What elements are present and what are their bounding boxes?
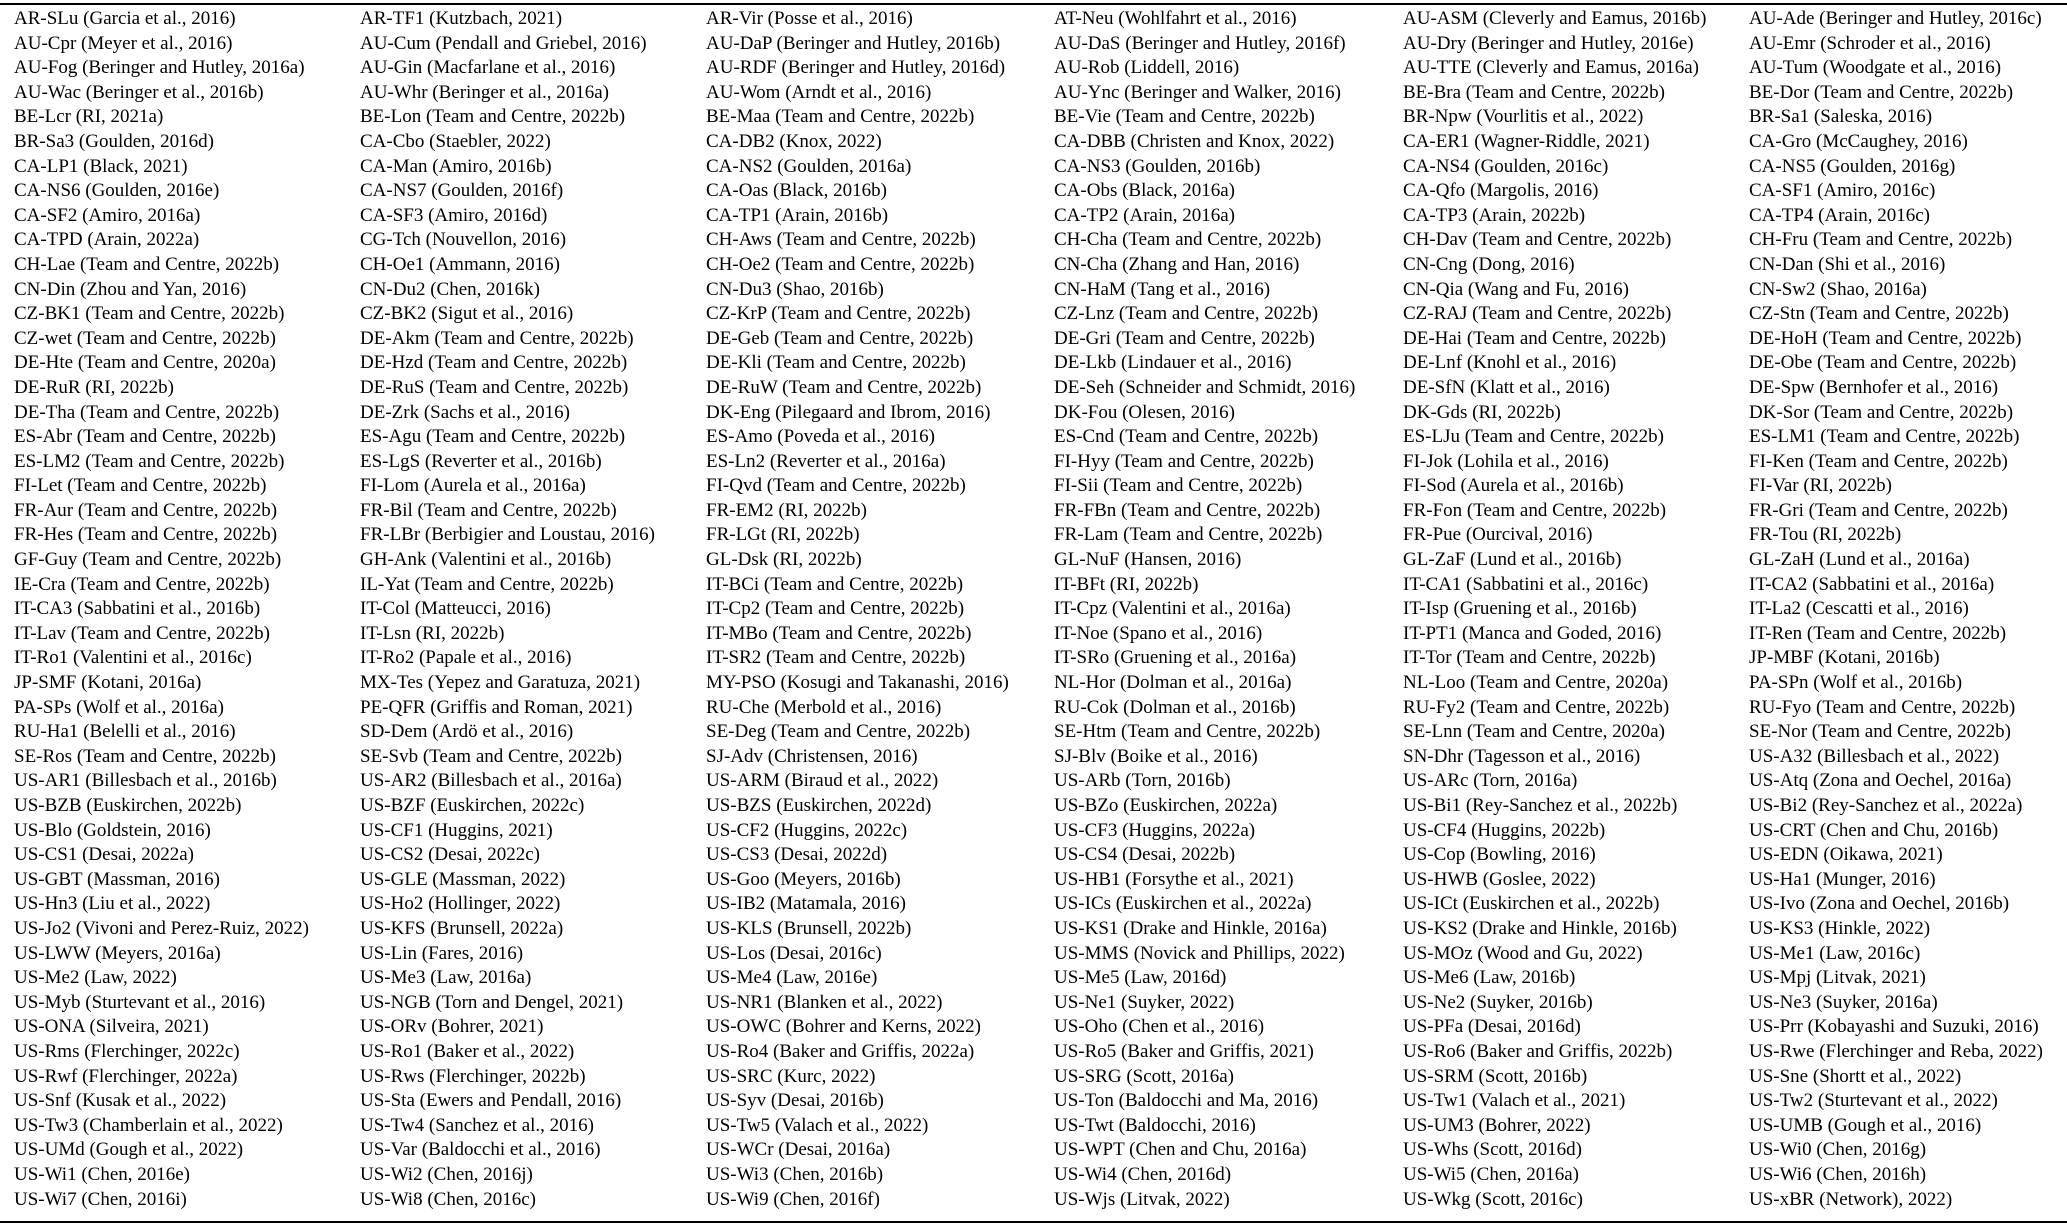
table-cell: US-SRC (Kurc, 2022) (706, 1065, 876, 1087)
table-cell: BE-Bra (Team and Centre, 2022b) (1403, 81, 1665, 103)
table-cell: CN-Qia (Wang and Fu, 2016) (1403, 278, 1629, 300)
table-cell: BR-Sa3 (Goulden, 2016d) (14, 130, 215, 152)
table-cell: US-BZF (Euskirchen, 2022c) (360, 795, 585, 816)
table-cell: AU-Tum (Woodgate et al., 2016) (1749, 57, 2002, 79)
table-cell: CA-NS7 (Goulden, 2016f) (360, 180, 564, 202)
table-cell: US-Ro6 (Baker and Griffis, 2022b) (1403, 1040, 1673, 1062)
table-cell: FR-FBn (Team and Centre, 2022b) (1054, 499, 1321, 521)
table-cell: CH-Oe1 (Ammann, 2016) (360, 253, 560, 275)
table-cell: US-Wi7 (Chen, 2016i) (14, 1188, 187, 1210)
table-cell: US-KS2 (Drake and Hinkle, 2016b) (1403, 917, 1677, 939)
table-cell: CA-Obs (Black, 2016a) (1054, 180, 1235, 202)
table-cell: CA-DBB (Christen and Knox, 2022) (1054, 130, 1335, 152)
table-cell: AU-Fog (Beringer and Hutley, 2016a) (14, 57, 305, 79)
table-cell: US-Oho (Chen et al., 2016) (1054, 1016, 1265, 1038)
table-cell: US-KFS (Brunsell, 2022a) (360, 917, 564, 939)
table-top-rule (0, 3, 2067, 5)
table-cell: US-ONA (Silveira, 2021) (14, 1016, 209, 1038)
table-cell: GL-ZaF (Lund et al., 2016b) (1403, 549, 1622, 571)
table-cell: US-GBT (Massman, 2016) (14, 868, 221, 890)
table-cell: US-CF3 (Huggins, 2022a) (1054, 819, 1256, 841)
table-cell: AU-Cum (Pendall and Griebel, 2016) (360, 32, 647, 54)
table-cell: US-Mpj (Litvak, 2021) (1749, 967, 1926, 989)
table-cell: US-Ne2 (Suyker, 2016b) (1403, 991, 1593, 1013)
table-cell: US-SRM (Scott, 2016b) (1403, 1065, 1588, 1087)
table-cell: AR-TF1 (Kutzbach, 2021) (360, 8, 563, 29)
table-cell: BE-Maa (Team and Centre, 2022b) (706, 106, 975, 128)
table-cell: SN-Dhr (Tagesson et al., 2016) (1403, 745, 1641, 767)
table-cell: SE-Nor (Team and Centre, 2022b) (1749, 721, 2011, 743)
table-cell: NL-Hor (Dolman et al., 2016a) (1054, 672, 1292, 694)
table-cell: FR-Tou (RI, 2022b) (1749, 524, 1902, 546)
table-cell: US-Me2 (Law, 2022) (14, 967, 177, 989)
table-cell: US-Ro5 (Baker and Griffis, 2021) (1054, 1040, 1314, 1062)
table-cell: FR-Bil (Team and Centre, 2022b) (360, 499, 617, 521)
table-cell: US-ARc (Torn, 2016a) (1403, 770, 1578, 792)
table-cell: US-xBR (Network), 2022) (1749, 1188, 1953, 1210)
table-cell: US-Ton (Baldocchi and Ma, 2016) (1054, 1090, 1319, 1112)
table-cell: CZ-Stn (Team and Centre, 2022b) (1749, 303, 2009, 325)
table-cell: US-Ne1 (Suyker, 2022) (1054, 991, 1235, 1013)
table-cell: AU-TTE (Cleverly and Eamus, 2016a) (1403, 57, 1699, 79)
table-cell: GL-ZaH (Lund et al., 2016a) (1749, 549, 1970, 571)
table-cell: US-ARM (Biraud et al., 2022) (706, 770, 939, 792)
table-cell: CA-SF2 (Amiro, 2016a) (14, 204, 201, 226)
table-cell: US-CS2 (Desai, 2022c) (360, 844, 540, 866)
table-cell: AR-Vir (Posse et al., 2016) (706, 8, 913, 29)
table-cell: FR-Gri (Team and Centre, 2022b) (1749, 499, 2008, 521)
table-cell: US-Los (Desai, 2016c) (706, 942, 882, 964)
table-cell: PE-QFR (Griffis and Roman, 2021) (360, 696, 633, 718)
table-cell: DE-Seh (Schneider and Schmidt, 2016) (1054, 376, 1356, 398)
table-cell: CA-DB2 (Knox, 2022) (706, 130, 882, 152)
table-cell: CN-Du3 (Shao, 2016b) (706, 278, 884, 300)
table-cell: US-Wi8 (Chen, 2016c) (360, 1188, 537, 1210)
table-cell: US-MMS (Novick and Phillips, 2022) (1054, 942, 1345, 964)
table-cell: FI-Lom (Aurela et al., 2016a) (360, 475, 586, 497)
table-cell: US-MOz (Wood and Gu, 2022) (1403, 942, 1643, 964)
table-cell: US-Me5 (Law, 2016d) (1054, 967, 1227, 989)
table-cell: US-Syv (Desai, 2016b) (706, 1090, 884, 1112)
table-cell: ES-LJu (Team and Centre, 2022b) (1403, 426, 1664, 448)
table-cell: CZ-RAJ (Team and Centre, 2022b) (1403, 303, 1672, 325)
table-cell: JP-MBF (Kotani, 2016b) (1749, 647, 1940, 669)
table-cell: IT-Tor (Team and Centre, 2022b) (1403, 647, 1656, 669)
table-cell: DE-RuR (RI, 2022b) (14, 376, 174, 398)
table-cell: SE-Lnn (Team and Centre, 2020a) (1403, 721, 1665, 743)
table-cell: US-Bi1 (Rey-Sanchez et al., 2022b) (1403, 795, 1678, 816)
table-cell: US-Wkg (Scott, 2016c) (1403, 1188, 1583, 1210)
table-cell: SJ-Blv (Boike et al., 2016) (1054, 745, 1258, 767)
table-cell: US-Cop (Bowling, 2016) (1403, 844, 1596, 866)
table-cell: US-Snf (Kusak et al., 2022) (14, 1090, 227, 1112)
table-cell: FI-Sod (Aurela et al., 2016b) (1403, 475, 1624, 497)
table-cell: IT-Cp2 (Team and Centre, 2022b) (706, 598, 965, 620)
table-cell: IT-CA1 (Sabbatini et al., 2016c) (1403, 573, 1649, 595)
table-cell: US-Me4 (Law, 2016e) (706, 967, 878, 989)
table-cell: BE-Dor (Team and Centre, 2022b) (1749, 81, 2014, 103)
table-cell: IT-Ren (Team and Centre, 2022b) (1749, 622, 2007, 644)
table-cell: US-CS1 (Desai, 2022a) (14, 844, 194, 866)
table-cell: CA-Qfo (Margolis, 2016) (1403, 180, 1599, 202)
table-cell: US-Wi5 (Chen, 2016a) (1403, 1163, 1580, 1185)
table-cell: MX-Tes (Yepez and Garatuza, 2021) (360, 672, 641, 694)
table-cell: CA-SF3 (Amiro, 2016d) (360, 204, 548, 226)
table-cell: CA-SF1 (Amiro, 2016c) (1749, 180, 1936, 202)
table-cell: AU-Emr (Schroder et al., 2016) (1749, 32, 1991, 54)
table-cell: US-CF4 (Huggins, 2022b) (1403, 819, 1606, 841)
table-cell: US-CRT (Chen and Chu, 2016b) (1749, 819, 1999, 841)
table-cell: IT-BFt (RI, 2022b) (1054, 573, 1199, 595)
table-cell: FR-Hes (Team and Centre, 2022b) (14, 524, 278, 546)
table-cell: US-BZB (Euskirchen, 2022b) (14, 795, 242, 816)
table-cell: IT-Cpz (Valentini et al., 2016a) (1054, 598, 1291, 620)
table-cell: CN-Dan (Shi et al., 2016) (1749, 253, 1946, 275)
table-cell: BE-Lon (Team and Centre, 2022b) (360, 106, 626, 128)
table-cell: US-Me1 (Law, 2016c) (1749, 942, 1921, 964)
table-cell: CA-NS4 (Goulden, 2016c) (1403, 155, 1609, 177)
table-cell: AT-Neu (Wohlfahrt et al., 2016) (1054, 8, 1297, 29)
table-cell: CZ-BK1 (Team and Centre, 2022b) (14, 303, 285, 325)
table-cell: ES-Cnd (Team and Centre, 2022b) (1054, 426, 1319, 448)
site-citation-table (14, 7, 2067, 1219)
table-cell: AU-Gin (Macfarlane et al., 2016) (360, 57, 616, 79)
table-cell: IL-Yat (Team and Centre, 2022b) (360, 573, 614, 595)
table-cell: US-IB2 (Matamala, 2016) (706, 893, 906, 915)
table-cell: DE-Tha (Team and Centre, 2022b) (14, 401, 280, 423)
table-cell: US-KS3 (Hinkle, 2022) (1749, 917, 1931, 939)
table-cell: US-KS1 (Drake and Hinkle, 2016a) (1054, 917, 1327, 939)
table-cell: US-Ho2 (Hollinger, 2022) (360, 893, 561, 915)
table-cell: US-ARb (Torn, 2016b) (1054, 770, 1231, 792)
table-cell: BR-Npw (Vourlitis et al., 2022) (1403, 106, 1644, 128)
table-cell: PA-SPn (Wolf et al., 2016b) (1749, 672, 1963, 694)
table-cell: FI-Var (RI, 2022b) (1749, 475, 1893, 497)
table-cell: ES-LgS (Reverter et al., 2016b) (360, 450, 602, 472)
table-cell: US-WCr (Desai, 2016a) (706, 1139, 891, 1161)
table-cell: AU-ASM (Cleverly and Eamus, 2016b) (1403, 8, 1707, 29)
table-cell: AU-DaP (Beringer and Hutley, 2016b) (706, 32, 1001, 54)
table-cell: US-Tw2 (Sturtevant et al., 2022) (1749, 1090, 1998, 1112)
table-cell: CG-Tch (Nouvellon, 2016) (360, 229, 567, 251)
table-cell: US-Atq (Zona and Oechel, 2016a) (1749, 770, 2012, 792)
table-cell: CA-NS5 (Goulden, 2016g) (1749, 155, 1956, 177)
table-cell: CN-Sw2 (Shao, 2016a) (1749, 278, 1927, 300)
table-cell: US-HB1 (Forsythe et al., 2021) (1054, 868, 1294, 890)
table-cell: US-Sne (Shortt et al., 2022) (1749, 1065, 1962, 1087)
table-cell: US-Var (Baldocchi et al., 2016) (360, 1139, 601, 1161)
table-cell: US-CF1 (Huggins, 2021) (360, 819, 553, 841)
table-cell: DK-Gds (RI, 2022b) (1403, 401, 1561, 423)
table-cell: CA-TP3 (Arain, 2022b) (1403, 204, 1586, 226)
table-cell: GH-Ank (Valentini et al., 2016b) (360, 549, 612, 571)
table-cell: IT-CA2 (Sabbatini et al., 2016a) (1749, 573, 1995, 595)
table-cell: IT-SRo (Gruening et al., 2016a) (1054, 647, 1297, 669)
table-cell: CN-Din (Zhou and Yan, 2016) (14, 278, 247, 300)
table-cell: CA-LP1 (Black, 2021) (14, 155, 188, 177)
table-cell: GL-NuF (Hansen, 2016) (1054, 549, 1242, 571)
table-cell: US-Ro4 (Baker and Griffis, 2022a) (706, 1040, 975, 1062)
table-cell: US-Tw3 (Chamberlain et al., 2022) (14, 1114, 283, 1136)
table-cell: US-Wi3 (Chen, 2016b) (706, 1163, 884, 1185)
table-cell: JP-SMF (Kotani, 2016a) (14, 672, 202, 694)
table-cell: AU-Wac (Beringer et al., 2016b) (14, 81, 264, 103)
table-cell: BE-Lcr (RI, 2021a) (14, 106, 164, 128)
table-cell: US-Wi0 (Chen, 2016g) (1749, 1139, 1927, 1161)
table-cell: DE-RuW (Team and Centre, 2022b) (706, 376, 982, 398)
table-cell: AU-RDF (Beringer and Hutley, 2016d) (706, 57, 1006, 79)
table-cell: AU-Dry (Beringer and Hutley, 2016e) (1403, 32, 1694, 54)
table-cell: US-Blo (Goldstein, 2016) (14, 819, 211, 841)
table-cell: FI-Ken (Team and Centre, 2022b) (1749, 450, 2008, 472)
table-cell: US-Jo2 (Vivoni and Perez-Ruiz, 2022) (14, 917, 309, 939)
table-cell: CA-Gro (McCaughey, 2016) (1749, 130, 1968, 152)
table-cell: FR-Fon (Team and Centre, 2022b) (1403, 499, 1667, 521)
table-cell: US-Lin (Fares, 2016) (360, 942, 524, 964)
table-cell: US-BZS (Euskirchen, 2022d) (706, 795, 932, 816)
table-cell: US-NR1 (Blanken et al., 2022) (706, 991, 943, 1013)
table-cell: ES-LM1 (Team and Centre, 2022b) (1749, 426, 2020, 448)
table-cell: CZ-BK2 (Sigut et al., 2016) (360, 303, 574, 325)
table-cell: US-Wi6 (Chen, 2016h) (1749, 1163, 1927, 1185)
table-cell: CZ-Lnz (Team and Centre, 2022b) (1054, 303, 1319, 325)
table-cell: US-Ha1 (Munger, 2016) (1749, 868, 1936, 890)
table-cell: IT-Ro2 (Papale et al., 2016) (360, 647, 572, 669)
table-cell: CA-TP2 (Arain, 2016a) (1054, 204, 1235, 226)
table-cell: CA-Man (Amiro, 2016b) (360, 155, 552, 177)
table-cell: IT-CA3 (Sabbatini et al., 2016b) (14, 598, 261, 620)
table-cell: US-SRG (Scott, 2016a) (1054, 1065, 1234, 1087)
table-cell: US-EDN (Oikawa, 2021) (1749, 844, 1943, 866)
table-cell: US-Ivo (Zona and Oechel, 2016b) (1749, 893, 2010, 915)
table-cell: US-BZo (Euskirchen, 2022a) (1054, 795, 1278, 816)
table-cell: FI-Let (Team and Centre, 2022b) (14, 475, 267, 497)
table-cell: US-Goo (Meyers, 2016b) (706, 868, 901, 890)
table-cell: US-AR2 (Billesbach et al., 2016a) (360, 770, 622, 792)
table-cell: CH-Dav (Team and Centre, 2022b) (1403, 229, 1672, 251)
table-cell: DE-Hzd (Team and Centre, 2022b) (360, 352, 628, 374)
table-cell: US-Wi4 (Chen, 2016d) (1054, 1163, 1232, 1185)
table-cell: IT-MBo (Team and Centre, 2022b) (706, 622, 972, 644)
table-cell: SE-Htm (Team and Centre, 2022b) (1054, 721, 1321, 743)
table-cell: US-Wi2 (Chen, 2016j) (360, 1163, 533, 1185)
table-cell: MY-PSO (Kosugi and Takanashi, 2016) (706, 672, 1009, 694)
table-cell: SE-Deg (Team and Centre, 2022b) (706, 721, 971, 743)
table-cell: US-UMB (Gough et al., 2016) (1749, 1114, 1982, 1136)
table-cell: US-Wi1 (Chen, 2016e) (14, 1163, 191, 1185)
table-cell: US-CS3 (Desai, 2022d) (706, 844, 888, 866)
table-cell: FI-Qvd (Team and Centre, 2022b) (706, 475, 966, 497)
table-cell: CA-TPD (Arain, 2022a) (14, 229, 200, 251)
table-cell: CN-Du2 (Chen, 2016k) (360, 278, 540, 300)
table-cell: US-Prr (Kobayashi and Suzuki, 2016) (1749, 1016, 2039, 1038)
table-cell: US-Whs (Scott, 2016d) (1403, 1139, 1582, 1161)
table-cell: US-ORv (Bohrer, 2021) (360, 1016, 544, 1038)
table-cell: US-Wi9 (Chen, 2016f) (706, 1188, 880, 1210)
table-cell: SE-Svb (Team and Centre, 2022b) (360, 745, 622, 767)
table-cell: US-Bi2 (Rey-Sanchez et al., 2022a) (1749, 795, 2023, 816)
table-cell: US-KLS (Brunsell, 2022b) (706, 917, 912, 939)
table-cell: US-Twt (Baldocchi, 2016) (1054, 1114, 1256, 1136)
table-cell: IT-SR2 (Team and Centre, 2022b) (706, 647, 966, 669)
table-cell: AU-Cpr (Meyer et al., 2016) (14, 32, 233, 54)
table-cell: AU-Wom (Arndt et al., 2016) (706, 81, 932, 103)
table-cell: AU-DaS (Beringer and Hutley, 2016f) (1054, 32, 1346, 54)
table-cell: CH-Aws (Team and Centre, 2022b) (706, 229, 976, 251)
table-cell: DE-Akm (Team and Centre, 2022b) (360, 327, 634, 349)
table-cell: DE-Spw (Bernhofer et al., 2016) (1749, 376, 1999, 398)
table-cell: GF-Guy (Team and Centre, 2022b) (14, 549, 282, 571)
table-cell: US-LWW (Meyers, 2016a) (14, 942, 221, 964)
table-cell: CA-NS6 (Goulden, 2016e) (14, 180, 220, 202)
table-cell: US-UMd (Gough et al., 2022) (14, 1139, 244, 1161)
table-cell: AU-Ade (Beringer and Hutley, 2016c) (1749, 8, 2042, 29)
table-cell: DK-Sor (Team and Centre, 2022b) (1749, 401, 2014, 423)
table-cell: CH-Cha (Team and Centre, 2022b) (1054, 229, 1322, 251)
table-cell: ES-Abr (Team and Centre, 2022b) (14, 426, 276, 448)
table-cell: US-ICt (Euskirchen et al., 2022b) (1403, 893, 1660, 915)
table-cell: SD-Dem (Ardö et al., 2016) (360, 721, 574, 743)
table-cell: CN-Cha (Zhang and Han, 2016) (1054, 253, 1300, 275)
table-cell: CA-NS3 (Goulden, 2016b) (1054, 155, 1261, 177)
table-cell: US-Rwe (Flerchinger and Reba, 2022) (1749, 1040, 2043, 1062)
table-cell: BE-Vie (Team and Centre, 2022b) (1054, 106, 1315, 128)
table-cell: CH-Fru (Team and Centre, 2022b) (1749, 229, 2013, 251)
table-cell: DE-Kli (Team and Centre, 2022b) (706, 352, 966, 374)
table-cell: PA-SPs (Wolf et al., 2016a) (14, 696, 224, 718)
table-cell: FI-Hyy (Team and Centre, 2022b) (1054, 450, 1314, 472)
table-cell: IT-La2 (Cescatti et al., 2016) (1749, 598, 1969, 620)
table-cell: US-CF2 (Huggins, 2022c) (706, 819, 908, 841)
table-cell: CN-HaM (Tang et al., 2016) (1054, 278, 1271, 300)
table-cell: US-Ne3 (Suyker, 2016a) (1749, 991, 1938, 1013)
table-cell: US-Tw4 (Sanchez et al., 2016) (360, 1114, 594, 1136)
table-cell: IT-Isp (Gruening et al., 2016b) (1403, 598, 1637, 620)
table-cell: US-A32 (Billesbach et al., 2022) (1749, 745, 2000, 767)
table-cell: IT-Noe (Spano et al., 2016) (1054, 622, 1263, 644)
table-cell: BR-Sa1 (Saleska, 2016) (1749, 106, 1933, 128)
table-cell: CA-TP1 (Arain, 2016b) (706, 204, 889, 226)
table-cell: US-Myb (Sturtevant et al., 2016) (14, 991, 266, 1013)
table-cell: US-Tw5 (Valach et al., 2022) (706, 1114, 929, 1136)
table-cell: AU-Rob (Liddell, 2016) (1054, 57, 1240, 79)
table-cell: FI-Jok (Lohila et al., 2016) (1403, 450, 1609, 472)
table-cell: DE-RuS (Team and Centre, 2022b) (360, 376, 629, 398)
table-cell: CH-Lae (Team and Centre, 2022b) (14, 253, 280, 275)
table-cell: US-GLE (Massman, 2022) (360, 868, 566, 890)
table-cell: FI-Sii (Team and Centre, 2022b) (1054, 475, 1303, 497)
table-cell: IT-Lsn (RI, 2022b) (360, 622, 505, 644)
table-cell: AR-SLu (Garcia et al., 2016) (14, 8, 236, 29)
table-cell: ES-Agu (Team and Centre, 2022b) (360, 426, 626, 448)
table-cell: RU-Ha1 (Belelli et al., 2016) (14, 721, 236, 743)
table-cell: US-Ro1 (Baker et al., 2022) (360, 1040, 575, 1062)
table-cell: RU-Cok (Dolman et al., 2016b) (1054, 696, 1296, 718)
table-cell: FR-Aur (Team and Centre, 2022b) (14, 499, 278, 521)
table-cell: CA-Oas (Black, 2016b) (706, 180, 887, 202)
table-cell: US-Tw1 (Valach et al., 2021) (1403, 1090, 1626, 1112)
table-cell: SJ-Adv (Christensen, 2016) (706, 745, 918, 767)
table-cell: US-Me6 (Law, 2016b) (1403, 967, 1576, 989)
table-cell: CH-Oe2 (Team and Centre, 2022b) (706, 253, 975, 275)
table-cell: US-UM3 (Bohrer, 2022) (1403, 1114, 1591, 1136)
table-cell: DE-Lnf (Knohl et al., 2016) (1403, 352, 1617, 374)
table-cell: US-AR1 (Billesbach et al., 2016b) (14, 770, 277, 792)
table-cell: FR-Lam (Team and Centre, 2022b) (1054, 524, 1323, 546)
table-cell: RU-Fy2 (Team and Centre, 2022b) (1403, 696, 1670, 718)
table-cell: US-NGB (Torn and Dengel, 2021) (360, 991, 624, 1013)
table-cell: CA-Cbo (Staebler, 2022) (360, 130, 551, 152)
table-cell: IT-BCi (Team and Centre, 2022b) (706, 573, 964, 595)
table-cell: CA-NS2 (Goulden, 2016a) (706, 155, 912, 177)
table-cell: GL-Dsk (RI, 2022b) (706, 549, 862, 571)
table-cell: CA-TP4 (Arain, 2016c) (1749, 204, 1930, 226)
table-cell: US-Rms (Flerchinger, 2022c) (14, 1040, 240, 1062)
table-cell: SE-Ros (Team and Centre, 2022b) (14, 745, 276, 767)
table-cell: US-Hn3 (Liu et al., 2022) (14, 893, 211, 915)
table-cell: IE-Cra (Team and Centre, 2022b) (14, 573, 270, 595)
table-cell: AU-Ync (Beringer and Walker, 2016) (1054, 81, 1342, 103)
table-cell: RU-Che (Merbold et al., 2016) (706, 696, 942, 718)
table-cell: US-Me3 (Law, 2016a) (360, 967, 532, 989)
table-cell: DE-HoH (Team and Centre, 2022b) (1749, 327, 2022, 349)
table-cell: AU-Whr (Beringer et al., 2016a) (360, 81, 610, 103)
table-cell: DE-Gri (Team and Centre, 2022b) (1054, 327, 1315, 349)
table-cell: CA-ER1 (Wagner-Riddle, 2021) (1403, 130, 1650, 152)
table-cell: US-Rwf (Flerchinger, 2022a) (14, 1065, 238, 1087)
table-cell: US-OWC (Bohrer and Kerns, 2022) (706, 1016, 981, 1038)
table-cell: DE-Hte (Team and Centre, 2020a) (14, 352, 276, 374)
table-cell: CN-Cng (Dong, 2016) (1403, 253, 1575, 275)
table-cell: CZ-KrP (Team and Centre, 2022b) (706, 303, 971, 325)
table-cell: ES-Amo (Poveda et al., 2016) (706, 426, 936, 448)
table-cell: ES-LM2 (Team and Centre, 2022b) (14, 450, 285, 472)
table-cell: IT-PT1 (Manca and Goded, 2016) (1403, 622, 1662, 644)
table-cell: NL-Loo (Team and Centre, 2020a) (1403, 672, 1669, 694)
table-cell: IT-Lav (Team and Centre, 2022b) (14, 622, 270, 644)
table-cell: DE-Hai (Team and Centre, 2022b) (1403, 327, 1666, 349)
table-cell: DE-Obe (Team and Centre, 2022b) (1749, 352, 2017, 374)
table-cell: US-ICs (Euskirchen et al., 2022a) (1054, 893, 1312, 915)
table-cell: FR-LGt (RI, 2022b) (706, 524, 860, 546)
table-cell: DE-Lkb (Lindauer et al., 2016) (1054, 352, 1292, 374)
table-cell: DK-Eng (Pilegaard and Ibrom, 2016) (706, 401, 991, 423)
table-cell: CZ-wet (Team and Centre, 2022b) (14, 327, 276, 349)
table-cell: FR-EM2 (RI, 2022b) (706, 499, 867, 521)
table-cell: IT-Ro1 (Valentini et al., 2016c) (14, 647, 252, 669)
table-cell: FR-LBr (Berbigier and Loustau, 2016) (360, 524, 655, 546)
table-cell: FR-Pue (Ourcival, 2016) (1403, 524, 1593, 546)
table-cell: DE-SfN (Klatt et al., 2016) (1403, 376, 1610, 398)
table-cell: DE-Zrk (Sachs et al., 2016) (360, 401, 570, 423)
table-bottom-rule (0, 1221, 2067, 1223)
table-cell: ES-Ln2 (Reverter et al., 2016a) (706, 450, 946, 472)
table-cell: DE-Geb (Team and Centre, 2022b) (706, 327, 974, 349)
table-cell: US-WPT (Chen and Chu, 2016a) (1054, 1139, 1307, 1161)
table-cell: IT-Col (Matteucci, 2016) (360, 598, 551, 620)
table-cell: RU-Fyo (Team and Centre, 2022b) (1749, 696, 2016, 718)
table-cell: DK-Fou (Olesen, 2016) (1054, 401, 1236, 423)
table-cell: US-CS4 (Desai, 2022b) (1054, 844, 1236, 866)
table-cell: US-Rws (Flerchinger, 2022b) (360, 1065, 586, 1087)
table-cell: US-Sta (Ewers and Pendall, 2016) (360, 1090, 622, 1112)
table-cell: US-HWB (Goslee, 2022) (1403, 868, 1596, 890)
table-cell: US-Wjs (Litvak, 2022) (1054, 1188, 1230, 1210)
table-cell: US-PFa (Desai, 2016d) (1403, 1016, 1581, 1038)
